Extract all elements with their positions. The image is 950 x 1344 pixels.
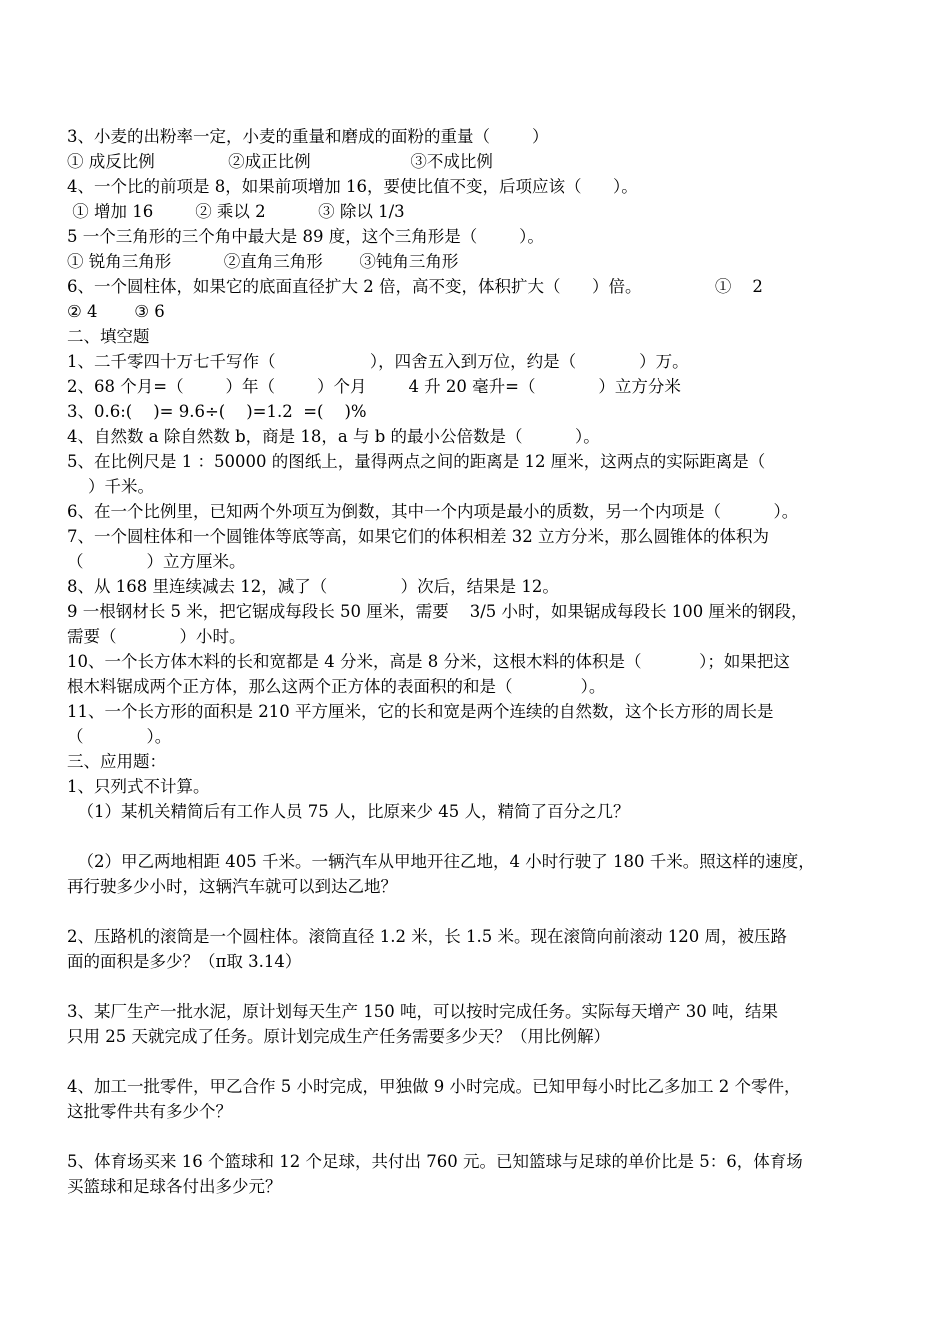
question-line: 再行驶多少小时，这辆汽车就可以到达乙地？ — [67, 877, 397, 896]
question-line: 3、小麦的出粉率一定，小麦的重量和磨成的面粉的重量（ ） — [67, 127, 549, 146]
question-line: 8、从 168 里连续减去 12，减了（ ）次后，结果是 12。 — [67, 577, 559, 596]
options-line: ① 增加 16 ② 乘以 2 ③ 除以 1/3 — [67, 202, 405, 221]
question-line: 11、一个长方形的面积是 210 平方厘米，它的长和宽是两个连续的自然数，这个长方形的周长是 — [67, 702, 774, 721]
question-line: 3、0.6:( )= 9.6÷( )=1.2 =( )% — [67, 402, 367, 421]
question-line: 6、一个圆柱体，如果它的底面直径扩大 2 倍，高不变，体积扩大（ ）倍。 ① 2 — [67, 277, 763, 296]
question-line: 4、一个比的前项是 8，如果前项增加 16，要使比值不变，后项应该（ ）。 — [67, 177, 638, 196]
question-line: （2）甲乙两地相距 405 千米。一辆汽车从甲地开往乙地，4 小时行驶了 180 千米。照这样的速度， — [67, 852, 815, 871]
question-line: 只用 25 天就完成了任务。原计划完成生产任务需要多少天？（用比例解） — [67, 1027, 610, 1046]
options-line: ① 成反比例 ②成正比例 ③不成比例 — [67, 152, 493, 171]
question-line: 6、在一个比例里，已知两个外项互为倒数，其中一个内项是最小的质数，另一个内项是（ ）。 — [67, 502, 799, 521]
question-line: 2、压路机的滚筒是一个圆柱体。滚筒直径 1.2 米，长 1.5 米。现在滚筒向前滚动 120 周，被压路 — [67, 927, 787, 946]
question-line: ）千米。 — [67, 477, 154, 496]
blank-line — [67, 1050, 888, 1074]
section-heading: 三、应用题： — [67, 752, 166, 771]
question-line: 5、体育场买来 16 个篮球和 12 个足球，共付出 760 元。已知篮球与足球的单价比是 5：6，体育场 — [67, 1152, 803, 1171]
question-line: 根木料锯成两个正方体，那么这两个正方体的表面积的和是（ ）。 — [67, 677, 606, 696]
question-line: （1）某机关精简后有工作人员 75 人，比原来少 45 人，精简了百分之几？ — [67, 802, 630, 821]
question-line: 7、一个圆柱体和一个圆锥体等底等高，如果它们的体积相差 32 立方分米，那么圆锥体的体积为 — [67, 527, 769, 546]
section-heading: 二、填空题 — [67, 327, 150, 346]
question-line: 面的面积是多少？（π取 3.14） — [67, 952, 302, 971]
question-line: 4、自然数 a 除自然数 b，商是 18，a 与 b 的最小公倍数是（ ）。 — [67, 427, 600, 446]
question-line: 10、一个长方体木料的长和宽都是 4 分米，高是 8 分米，这根木料的体积是（ ）；如果把这 — [67, 652, 790, 671]
options-line: ① 锐角三角形 ②直角三角形 ③钝角三角形 — [67, 252, 459, 271]
question-line: 买篮球和足球各付出多少元？ — [67, 1177, 282, 1196]
question-line: （ ）立方厘米。 — [67, 552, 246, 571]
question-line: 5 一个三角形的三个角中最大是 89 度，这个三角形是（ ）。 — [67, 227, 544, 246]
question-line: 这批零件共有多少个？ — [67, 1102, 232, 1121]
question-line: 需要（ ）小时。 — [67, 627, 246, 646]
question-line: 1、只列式不计算。 — [67, 777, 210, 796]
question-line: 5、在比例尺是 1 ：50000 的图纸上，量得两点之间的距离是 12 厘米，这两点的实际距离是（ — [67, 452, 766, 471]
blank-line — [67, 825, 888, 849]
question-line: 1、二千零四十万七千写作（ ），四舍五入到万位，约是（ ）万。 — [67, 352, 689, 371]
blank-line — [67, 1125, 888, 1149]
blank-line — [67, 900, 888, 924]
blank-line — [67, 975, 888, 999]
options-line: ② 4 ③ 6 — [67, 302, 165, 321]
question-line: 3、某厂生产一批水泥，原计划每天生产 150 吨，可以按时完成任务。实际每天增产 30 吨，结果 — [67, 1002, 778, 1021]
question-line: 4、加工一批零件，甲乙合作 5 小时完成，甲独做 9 小时完成。已知甲每小时比乙多加工 2 个零件， — [67, 1077, 801, 1096]
question-line: （ ）。 — [67, 727, 172, 746]
question-line: 9 一根钢材长 5 米，把它锯成每段长 50 厘米，需要 3/5 小时，如果锯成每段长 100 厘米的钢段， — [67, 602, 808, 621]
question-line: 2、68 个月=（ ）年（ ）个月 4 升 20 毫升=（ ）立方分米 — [67, 377, 681, 396]
